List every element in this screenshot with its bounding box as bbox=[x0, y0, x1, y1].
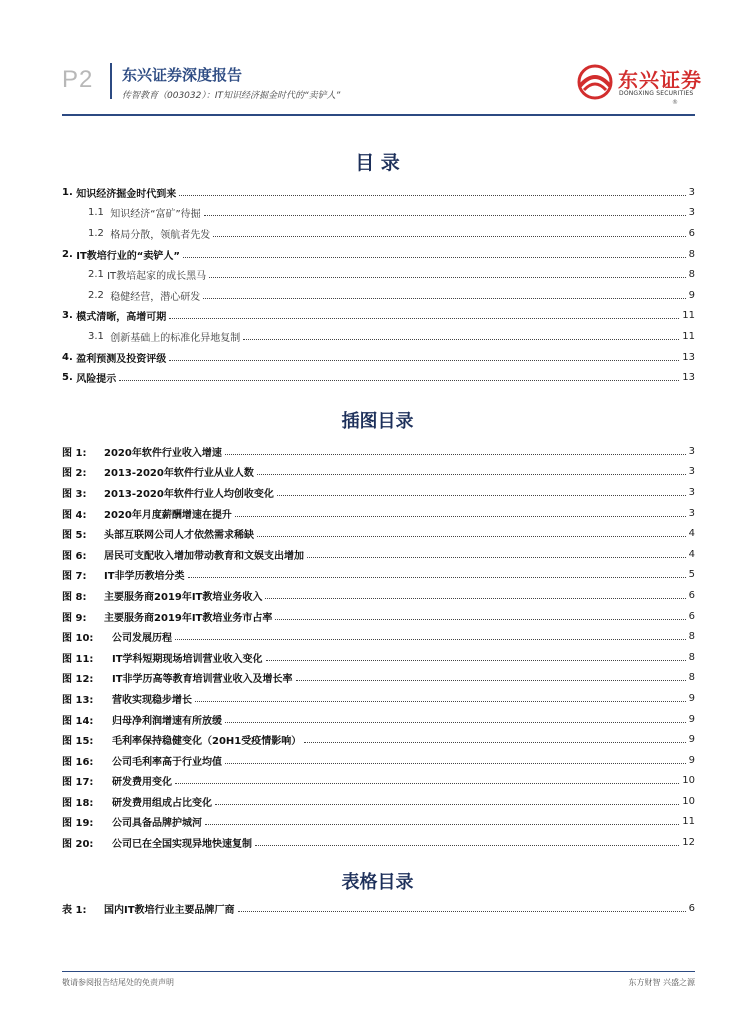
figure-entry-title: IT学科短期现场培训营业收入变化 bbox=[112, 653, 263, 665]
figure-entry-title: 公司已在全国实现异地快速复制 bbox=[112, 839, 252, 851]
toc-list bbox=[62, 182, 695, 388]
figure-entry-page: 4 bbox=[688, 528, 695, 540]
toc-entry[interactable] bbox=[62, 285, 695, 306]
figure-entry-title: 公司发展历程 bbox=[112, 633, 172, 645]
toc-entry-number: 3.1 bbox=[88, 330, 111, 342]
figure-entry-page: 9 bbox=[688, 754, 695, 766]
dot-leader bbox=[188, 577, 686, 578]
figure-entry-title: 主要服务商2019年IT教培业务收入 bbox=[104, 591, 263, 603]
toc-entry[interactable] bbox=[62, 223, 695, 244]
toc-entry-number: 1.2 bbox=[88, 227, 111, 239]
dot-leader bbox=[225, 722, 686, 723]
dot-leader bbox=[169, 318, 679, 319]
toc-entry-number: 2. bbox=[62, 248, 77, 260]
toc-entry-title: 知识经济掘金时代到来 bbox=[76, 188, 177, 200]
figure-entry-title: 研发费用组成占比变化 bbox=[112, 797, 212, 809]
figure-entry-label: 图 7: bbox=[62, 571, 87, 583]
registered-mark: ® bbox=[672, 99, 678, 106]
figure-entry[interactable] bbox=[62, 544, 695, 565]
figure-entry-page: 3 bbox=[688, 507, 695, 519]
figure-entry-label: 图 6: bbox=[62, 550, 87, 562]
figure-entry[interactable] bbox=[62, 523, 695, 544]
figure-entry-page: 3 bbox=[688, 466, 695, 478]
figure-entry-label: 图 10: bbox=[62, 633, 94, 645]
figure-entry-title: IT非学历教培分类 bbox=[104, 571, 185, 583]
toc-entry-number: 4. bbox=[62, 351, 77, 363]
figure-entry-page: 8 bbox=[688, 631, 695, 643]
figure-entry[interactable] bbox=[62, 503, 695, 524]
figure-entry[interactable] bbox=[62, 441, 695, 462]
dot-leader bbox=[257, 536, 686, 537]
table-entry-label: 表 1: bbox=[62, 904, 87, 916]
figure-entry-label: 图 3: bbox=[62, 488, 87, 500]
dot-leader bbox=[209, 277, 685, 278]
figure-entry[interactable] bbox=[62, 771, 695, 792]
dot-leader bbox=[175, 783, 679, 784]
figure-entry-label: 图 12: bbox=[62, 674, 94, 686]
figure-entry-title: 归母净利润增速有所放缓 bbox=[112, 715, 222, 727]
dot-leader bbox=[265, 598, 685, 599]
figure-entry[interactable] bbox=[62, 729, 695, 750]
dot-leader bbox=[203, 298, 685, 299]
toc-entry-page: 8 bbox=[688, 248, 695, 260]
table-entry-title: 国内IT教培行业主要品牌厂商 bbox=[104, 904, 235, 916]
figure-entry-page: 3 bbox=[688, 486, 695, 498]
toc-entry-page: 9 bbox=[688, 289, 695, 301]
figure-entry[interactable] bbox=[62, 565, 695, 586]
figure-entry-title: 居民可支配收入增加带动教育和文娱支出增加 bbox=[104, 550, 304, 562]
toc-entry[interactable] bbox=[62, 203, 695, 224]
figure-entry[interactable] bbox=[62, 606, 695, 627]
figure-entry-page: 9 bbox=[688, 734, 695, 746]
dot-leader bbox=[119, 380, 679, 381]
toc-entry-page: 11 bbox=[682, 330, 695, 342]
figure-entry[interactable] bbox=[62, 647, 695, 668]
figure-entry[interactable] bbox=[62, 585, 695, 606]
figure-entry-page: 3 bbox=[688, 445, 695, 457]
dot-leader bbox=[175, 639, 686, 640]
figure-entry-title: 公司具备品牌护城河 bbox=[112, 818, 202, 830]
toc-entry[interactable] bbox=[62, 306, 695, 327]
footer-slogan: 东方财智 兴盛之源 bbox=[628, 978, 695, 987]
toc-entry-page: 13 bbox=[682, 372, 695, 384]
dot-leader bbox=[235, 516, 686, 517]
figure-entry-page: 6 bbox=[688, 589, 695, 601]
toc-entry[interactable] bbox=[62, 367, 695, 388]
figure-entry-title: 头部互联网公司人才依然需求稀缺 bbox=[104, 530, 254, 542]
footer-disclaimer: 敬请参阅报告结尾处的免责声明 bbox=[62, 978, 174, 987]
figure-entry-page: 6 bbox=[688, 610, 695, 622]
toc-entry-page: 11 bbox=[682, 310, 695, 322]
figure-entry-label: 图 15: bbox=[62, 736, 94, 748]
figure-entry-page: 8 bbox=[688, 651, 695, 663]
table-entry[interactable] bbox=[62, 898, 695, 919]
figure-entry[interactable] bbox=[62, 668, 695, 689]
header-rule bbox=[62, 114, 695, 116]
dot-leader bbox=[213, 236, 685, 237]
figure-entry-title: 毛利率保持稳健变化（20H1受疫情影响） bbox=[112, 736, 302, 748]
figure-entry-title: 2013-2020年软件行业从业人数 bbox=[104, 468, 254, 480]
toc-entry-page: 13 bbox=[682, 351, 695, 363]
dot-leader bbox=[183, 257, 686, 258]
figure-entry-page: 8 bbox=[688, 672, 695, 684]
dongxing-logo bbox=[575, 62, 715, 102]
dot-leader bbox=[277, 495, 686, 496]
toc-entry-title: IT教培行业的“卖铲人” bbox=[76, 250, 180, 262]
figure-entry-label: 图 5: bbox=[62, 530, 87, 542]
toc-entry[interactable] bbox=[62, 347, 695, 368]
figure-entry[interactable] bbox=[62, 462, 695, 483]
page-number: P2 bbox=[62, 66, 94, 93]
figure-entry-label: 图 17: bbox=[62, 777, 94, 789]
figure-entry-label: 图 8: bbox=[62, 591, 87, 603]
figure-entry-label: 图 14: bbox=[62, 715, 94, 727]
toc-entry-title: 稳健经营，潜心研发 bbox=[110, 291, 201, 303]
logo-text-en: DONGXING SECURITIES bbox=[619, 90, 694, 97]
toc-entry-page: 6 bbox=[688, 227, 695, 239]
figure-list bbox=[62, 441, 695, 853]
figure-entry[interactable] bbox=[62, 832, 695, 853]
figure-entry-label: 图 2: bbox=[62, 468, 87, 480]
dot-leader bbox=[215, 804, 679, 805]
header-divider bbox=[110, 63, 112, 99]
dot-leader bbox=[225, 763, 686, 764]
toc-entry-title: 创新基础上的标准化异地复制 bbox=[110, 332, 241, 344]
toc-entry-page: 3 bbox=[688, 186, 695, 198]
figure-entry-label: 图 9: bbox=[62, 612, 87, 624]
table-list bbox=[62, 898, 695, 919]
toc-entry[interactable] bbox=[62, 264, 695, 285]
figure-entry-title: 2020年软件行业收入增速 bbox=[104, 447, 222, 459]
figure-entry-title: 公司毛利率高于行业均值 bbox=[112, 756, 222, 768]
toc-entry[interactable] bbox=[62, 244, 695, 265]
dot-leader bbox=[225, 454, 686, 455]
figure-entry[interactable] bbox=[62, 626, 695, 647]
figure-entry-page: 5 bbox=[688, 569, 695, 581]
figure-entry-page: 9 bbox=[688, 692, 695, 704]
figure-entry-title: 研发费用变化 bbox=[112, 777, 172, 789]
figure-entry[interactable] bbox=[62, 750, 695, 771]
tables-title: 表格目录 bbox=[341, 872, 414, 893]
figure-entry-label: 图 19: bbox=[62, 818, 94, 830]
figure-entry-label: 图 1: bbox=[62, 447, 87, 459]
figure-entry-label: 图 11: bbox=[62, 653, 94, 665]
toc-entry-number: 2.1 bbox=[88, 269, 108, 281]
dot-leader bbox=[255, 845, 679, 846]
toc-entry-title: 格局分散，领航者先发 bbox=[110, 229, 211, 241]
figure-entry-title: IT非学历高等教育培训营业收入及增长率 bbox=[112, 674, 293, 686]
dot-leader bbox=[238, 911, 686, 912]
dot-leader bbox=[204, 215, 686, 216]
table-entry-page: 6 bbox=[688, 902, 695, 914]
toc-entry-number: 2.2 bbox=[88, 289, 111, 301]
dot-leader bbox=[169, 360, 679, 361]
figure-entry-label: 图 18: bbox=[62, 797, 94, 809]
figure-entry-page: 10 bbox=[682, 795, 695, 807]
toc-entry-title: 知识经济“富矿”待掘 bbox=[110, 209, 201, 221]
toc-entry[interactable] bbox=[62, 326, 695, 347]
figure-entry-label: 图 16: bbox=[62, 756, 94, 768]
dot-leader bbox=[275, 619, 685, 620]
toc-entry-title: IT教培起家的成长黑马 bbox=[107, 271, 207, 283]
toc-entry-title: 风险提示 bbox=[76, 374, 117, 386]
dot-leader bbox=[205, 824, 679, 825]
dot-leader bbox=[266, 660, 686, 661]
figure-entry[interactable] bbox=[62, 709, 695, 730]
figure-entry-page: 11 bbox=[682, 816, 695, 828]
toc-entry-title: 盈利预测及投资评级 bbox=[76, 353, 167, 365]
figure-entry-page: 12 bbox=[682, 837, 695, 849]
figure-entry-page: 9 bbox=[688, 713, 695, 725]
dot-leader bbox=[296, 680, 686, 681]
figure-entry-label: 图 4: bbox=[62, 509, 87, 521]
toc-entry[interactable] bbox=[62, 182, 695, 203]
figure-entry-title: 营收实现稳步增长 bbox=[112, 694, 192, 706]
figure-entry-title: 2020年月度薪酬增速在提升 bbox=[104, 509, 232, 521]
toc-entry-page: 8 bbox=[688, 269, 695, 281]
figure-entry-label: 图 20: bbox=[62, 839, 94, 851]
toc-entry-page: 3 bbox=[688, 207, 695, 219]
report-title: 东兴证券深度报告 bbox=[122, 66, 243, 84]
figures-title: 插图目录 bbox=[341, 411, 414, 432]
figure-entry-title: 主要服务商2019年IT教培业务市占率 bbox=[104, 612, 273, 624]
dot-leader bbox=[195, 701, 686, 702]
toc-entry-number: 5. bbox=[62, 372, 77, 384]
toc-entry-title: 模式清晰，高增可期 bbox=[76, 312, 167, 324]
figure-entry[interactable] bbox=[62, 482, 695, 503]
dot-leader bbox=[307, 557, 686, 558]
toc-title: 目 录 bbox=[355, 152, 400, 174]
report-subtitle: 传智教育（003032）：IT知识经济掘金时代的“卖铲人” bbox=[122, 91, 341, 101]
dot-leader bbox=[243, 339, 679, 340]
footer-rule bbox=[62, 971, 695, 972]
toc-entry-number: 3. bbox=[62, 310, 77, 322]
dot-leader bbox=[179, 195, 685, 196]
dot-leader bbox=[257, 474, 686, 475]
figure-entry-label: 图 13: bbox=[62, 694, 94, 706]
figure-entry[interactable] bbox=[62, 688, 695, 709]
figure-entry[interactable] bbox=[62, 812, 695, 833]
figure-entry-page: 10 bbox=[682, 775, 695, 787]
figure-entry-title: 2013-2020年软件行业人均创收变化 bbox=[104, 488, 274, 500]
dot-leader bbox=[304, 742, 685, 743]
logo-text-cn: 东兴证券 bbox=[618, 68, 702, 92]
logo-emblem-icon bbox=[575, 62, 615, 102]
toc-entry-number: 1.1 bbox=[88, 207, 111, 219]
toc-entry-number: 1. bbox=[62, 186, 77, 198]
figure-entry-page: 4 bbox=[688, 548, 695, 560]
report-header bbox=[0, 0, 755, 118]
figure-entry[interactable] bbox=[62, 791, 695, 812]
